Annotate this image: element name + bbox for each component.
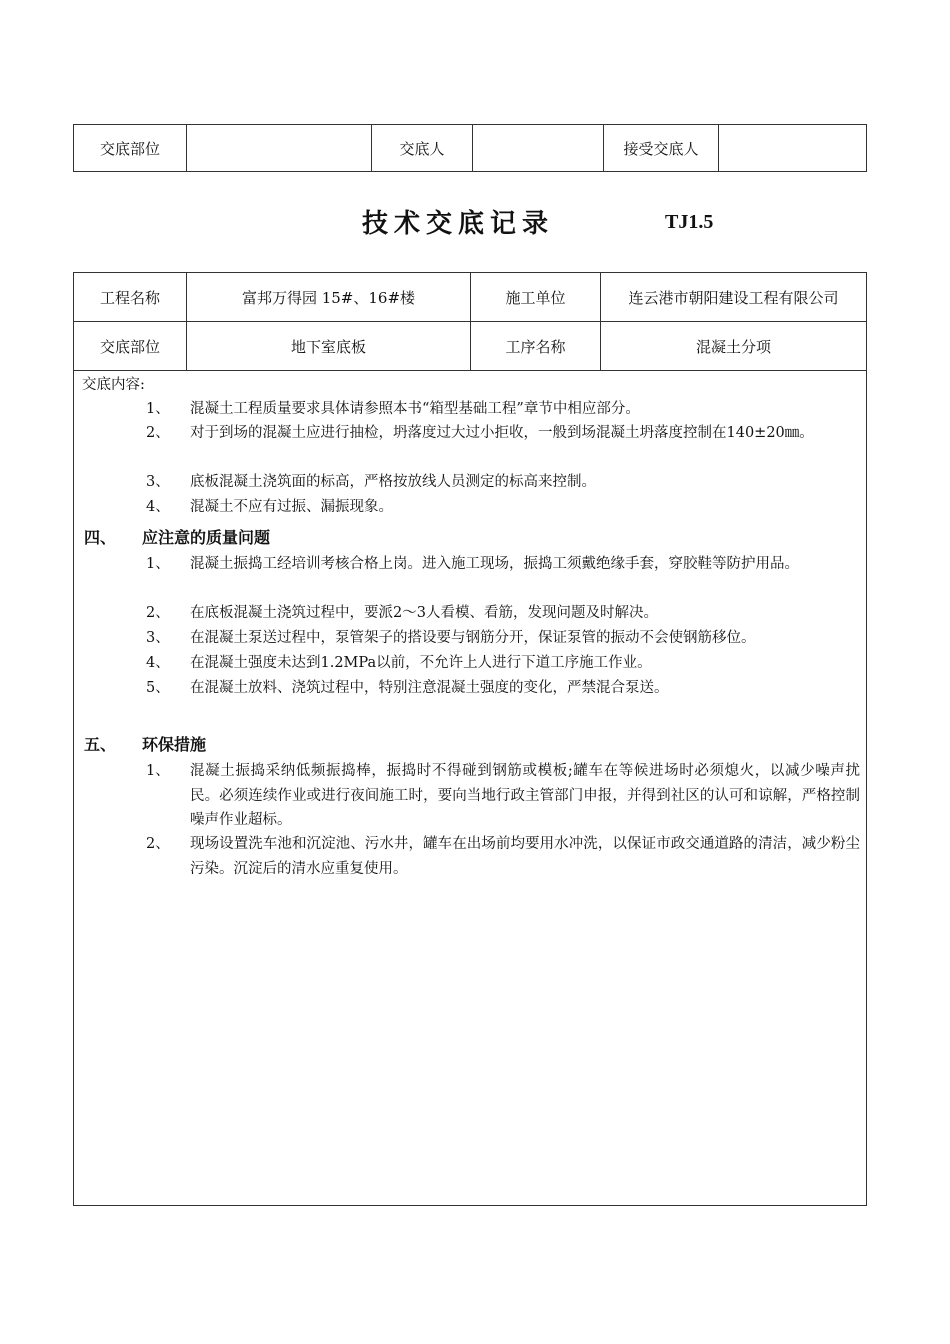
item-text: 现场设置洗车池和沉淀池、污水井，罐车在出场前均要用水冲洗，以保证市政交通道路的清洁，减少粉尘污染。沉淀后的清水应重复使用。: [190, 836, 860, 877]
record-box: [73, 272, 867, 1206]
part-label: 交底部位: [74, 322, 187, 371]
item-number: 2、: [146, 836, 170, 852]
item-text: 混凝土振捣采纳低频振捣棒，振捣时不得碰到钢筋或模板;罐车在等候进场时必须熄火，以减少噪声扰民。必须连续作业或进行夜间施工时，要向当地行政主管部门申报，并得到社区的认可和谅解，严格控制噪声作业超标。: [190, 763, 860, 828]
title-row: [0, 203, 950, 243]
top-person-value: [473, 125, 604, 172]
top-receiver-value: [719, 125, 867, 172]
section-number: 四、: [84, 528, 117, 547]
project-label: 工程名称: [74, 273, 187, 322]
page-title: 技术交底记录: [362, 209, 555, 239]
project-value: 富邦万得园 15#、16#楼: [187, 273, 471, 322]
section-number: 五、: [84, 735, 117, 754]
top-part-label: 交底部位: [74, 125, 187, 172]
item-number: 5、: [146, 680, 170, 696]
section-title: 应注意的质量问题: [142, 528, 271, 547]
item-text: 对于到场的混凝土应进行抽检，坍落度过大过小拒收，一般到场混凝土坍落度控制在140±20㎜。: [190, 425, 814, 441]
item-number: 2、: [146, 605, 170, 621]
form-code: TJ1.5: [665, 211, 714, 233]
process-value: 混凝土分项: [601, 322, 867, 371]
content-label: 交底内容:: [82, 377, 145, 393]
item-text: 混凝土工程质量要求具体请参照本书“箱型基础工程”章节中相应部分。: [190, 401, 640, 417]
item-number: 1、: [146, 401, 170, 417]
item-text: 在混凝土泵送过程中，泵管架子的搭设要与钢筋分开，保证泵管的振动不会使钢筋移位。: [190, 630, 756, 646]
item-number: 1、: [146, 763, 170, 779]
item-number: 3、: [146, 474, 170, 490]
item-text: 在底板混凝土浇筑过程中，要派2～3人看模、看筋，发现问题及时解决。: [190, 605, 658, 621]
top-part-value: [187, 125, 372, 172]
section-title: 环保措施: [142, 735, 207, 754]
item-number: 4、: [146, 499, 170, 515]
item-number: 3、: [146, 630, 170, 646]
section-4-heading: [84, 526, 270, 551]
part-value: 地下室底板: [187, 322, 471, 371]
item-text: 在混凝土强度未达到1.2MPa以前，不允许上人进行下道工序施工作业。: [190, 655, 652, 671]
signoff-table: [73, 124, 867, 172]
top-receiver-label: 接受交底人: [604, 125, 719, 172]
item-text: 混凝土振捣工经培训考核合格上岗。进入施工现场，振捣工须戴绝缘手套，穿胶鞋等防护用品。: [190, 556, 799, 572]
item-number: 1、: [146, 556, 170, 572]
info-table: [74, 273, 866, 371]
item-text: 底板混凝土浇筑面的标高，严格按放线人员测定的标高来控制。: [190, 474, 596, 490]
process-label: 工序名称: [471, 322, 601, 371]
item-number: 2、: [146, 425, 170, 441]
item-number: 4、: [146, 655, 170, 671]
contractor-label: 施工单位: [471, 273, 601, 322]
contractor-value: 连云港市朝阳建设工程有限公司: [601, 273, 867, 322]
item-text: 在混凝土放料、浇筑过程中，特别注意混凝土强度的变化，严禁混合泵送。: [190, 680, 669, 696]
item-text: 混凝土不应有过振、漏振现象。: [190, 499, 393, 515]
section-5-heading: [84, 733, 206, 758]
top-person-label: 交底人: [372, 125, 473, 172]
